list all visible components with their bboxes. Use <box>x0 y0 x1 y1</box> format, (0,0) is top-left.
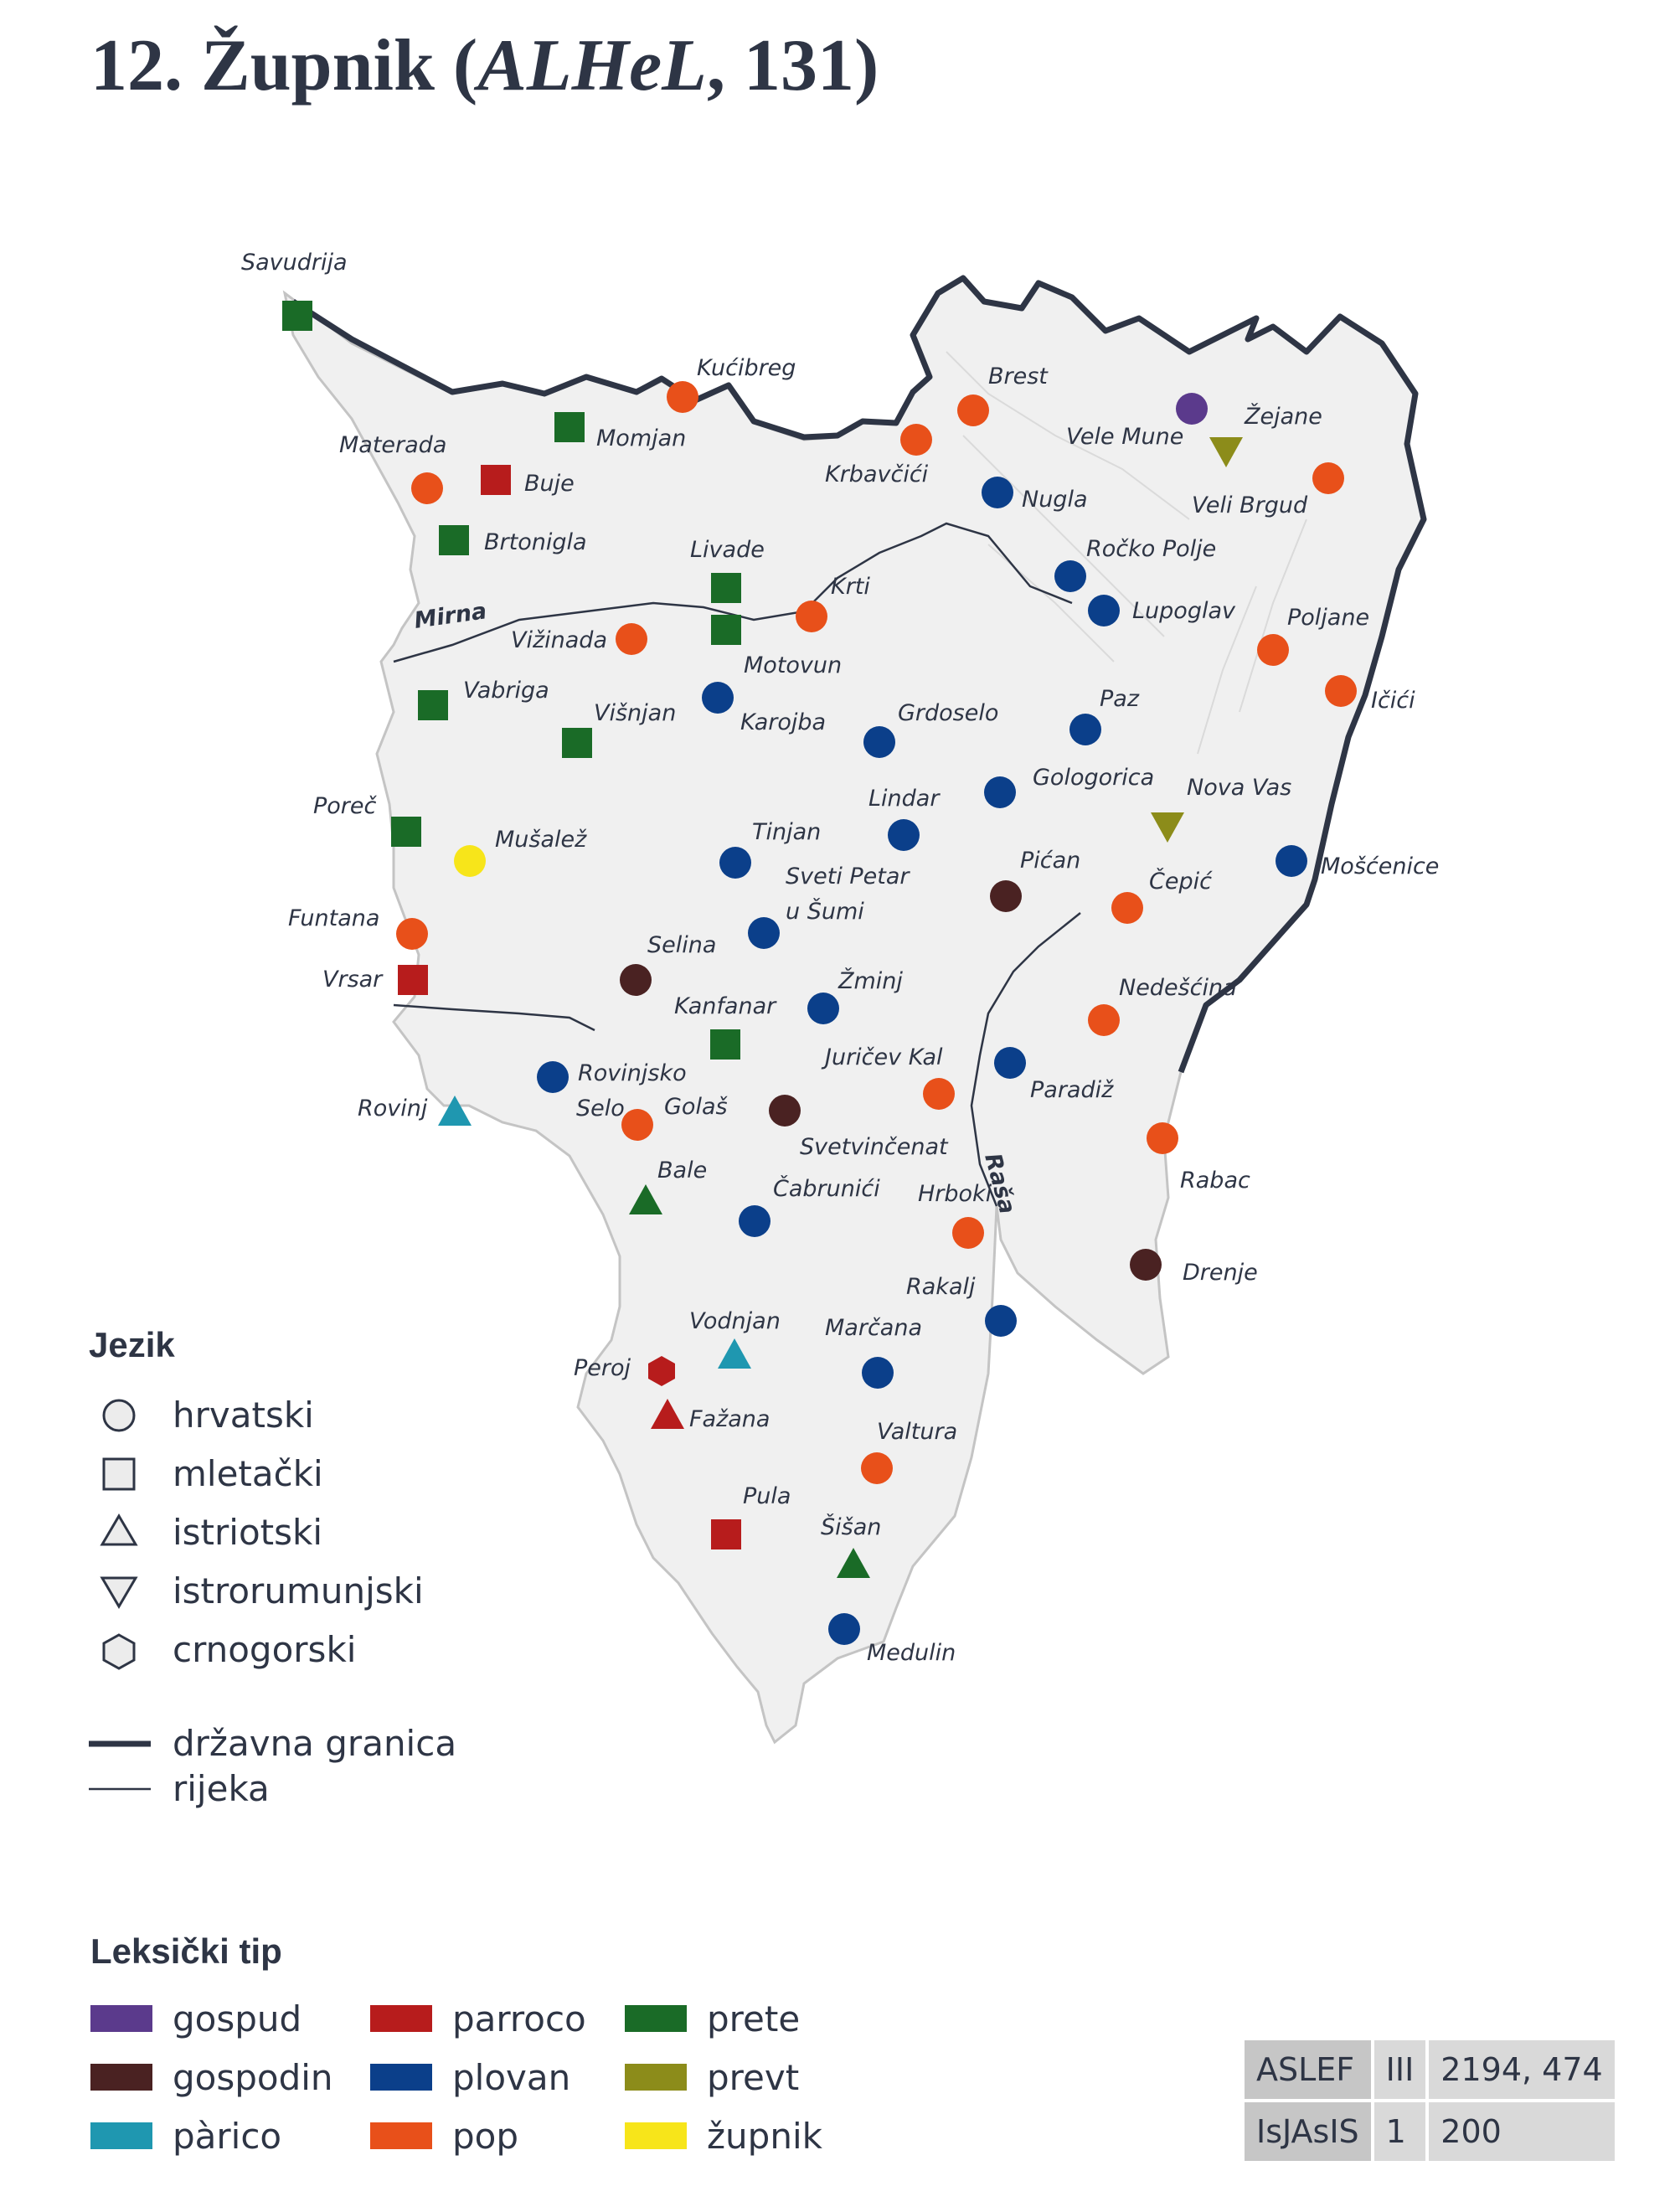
source-atlas: IsJAsIS <box>1245 2102 1371 2161</box>
lexical-type-legend-title: Leksički tip <box>90 1931 282 1971</box>
label-juričev-kal: Juričev Kal <box>825 1044 943 1070</box>
marker-savudrija <box>282 301 312 331</box>
label-selina: Selina <box>647 932 717 958</box>
label-momjan: Momjan <box>596 425 687 451</box>
label-lupoglav: Lupoglav <box>1132 598 1235 624</box>
marker-materada <box>411 472 443 504</box>
marker-selina <box>620 964 652 996</box>
legend-triangle-down-icon <box>102 1578 136 1606</box>
legend-swatch-parroco <box>370 2005 432 2032</box>
marker-čepić <box>1111 892 1143 924</box>
language-legend-title: Jezik <box>89 1325 175 1364</box>
legend-border-label: državna granica <box>173 1723 457 1764</box>
legend-type-label-parroco: parroco <box>452 1998 586 2039</box>
label-vele-mune: Vele Mune <box>1066 424 1184 450</box>
marker-momjan <box>554 412 585 442</box>
marker-rabac <box>1147 1122 1178 1154</box>
legend-triangle-up-icon <box>102 1516 136 1544</box>
marker-ičići <box>1325 675 1357 707</box>
marker-čabrunići <box>739 1205 770 1237</box>
title-number: 12. Župnik ( <box>90 25 478 106</box>
label-materada: Materada <box>339 432 447 458</box>
language-legend <box>89 1395 456 1809</box>
label-rovinj: Rovinj <box>358 1096 428 1121</box>
marker-poljane <box>1257 634 1289 666</box>
marker-hrboki <box>952 1217 984 1249</box>
marker-marčana <box>862 1357 894 1389</box>
marker-kućibreg <box>667 381 698 413</box>
label-savudrija: Savudrija <box>241 250 348 276</box>
source-reference: 200 <box>1429 2102 1614 2161</box>
label-brest: Brest <box>988 364 1048 389</box>
label-brtonigla: Brtonigla <box>484 529 587 555</box>
label-fažana: Fažana <box>689 1406 770 1432</box>
label-rabac: Rabac <box>1180 1168 1250 1194</box>
label-ročko-polje: Ročko Polje <box>1086 536 1217 562</box>
label-poljane: Poljane <box>1287 605 1370 631</box>
label-tinjan: Tinjan <box>752 819 822 845</box>
legend-hexagon-icon <box>104 1635 134 1668</box>
marker-medulin <box>828 1613 860 1645</box>
legend-river-label: rijeka <box>173 1768 270 1809</box>
marker-mušalež <box>454 845 486 877</box>
label-žejane: Žejane <box>1245 404 1322 430</box>
legend-type-label-prete: prete <box>707 1998 801 2039</box>
legend-swatch-parico <box>90 2122 152 2149</box>
legend-language-label: mletački <box>173 1453 323 1494</box>
marker-juričev-kal <box>923 1078 955 1110</box>
marker-valtura <box>861 1452 893 1484</box>
label-funtana: Funtana <box>288 905 380 931</box>
source-atlas: ASLEF <box>1245 2040 1371 2099</box>
label-rovinjsko-selo: Rovinjsko Selo <box>576 1060 687 1121</box>
marker-nugla <box>982 477 1013 508</box>
marker-svetvinčenat <box>769 1095 801 1127</box>
label-karojba: Karojba <box>740 709 827 735</box>
marker-vabriga <box>418 690 448 720</box>
legend-language-label: hrvatski <box>173 1395 314 1436</box>
sources-row <box>1245 2040 1615 2099</box>
title-rest: , 131) <box>706 25 879 106</box>
legend-language-label: crnogorski <box>173 1629 357 1670</box>
label-šišan: Šišan <box>821 1514 882 1540</box>
marker-lupoglav <box>1088 595 1120 626</box>
label-nugla: Nugla <box>1022 487 1088 513</box>
label-rakalj: Rakalj <box>906 1274 976 1300</box>
legend-type-label-pop: pop <box>452 2116 519 2157</box>
label-vižinada: Vižinada <box>511 627 607 653</box>
marker-rovinjsko-selo <box>537 1061 569 1093</box>
marker-višnjan <box>562 728 592 758</box>
marker-brest <box>957 394 989 426</box>
legend-type-label-zupnik: župnik <box>707 2116 822 2157</box>
marker-motovun <box>711 615 741 645</box>
label-motovun: Motovun <box>744 652 843 678</box>
sources-row <box>1245 2102 1615 2161</box>
label-svetvinčenat: Svetvinčenat <box>800 1134 948 1160</box>
river-label-mirna: Mirna <box>412 598 489 634</box>
marker-tinjan <box>719 847 751 879</box>
legend-swatch-prevt <box>625 2064 687 2091</box>
label-peroj: Peroj <box>574 1355 631 1381</box>
marker-veli-brgud <box>1312 462 1344 494</box>
label-višnjan: Višnjan <box>594 700 677 726</box>
marker-žminj <box>807 993 839 1024</box>
label-pićan: Pićan <box>1020 848 1081 874</box>
label-mušalež: Mušalež <box>495 827 587 853</box>
legend-type-label-prevt: prevt <box>707 2057 800 2098</box>
marker-nedešćina <box>1088 1004 1120 1036</box>
source-reference: 2194, 474 <box>1429 2040 1614 2099</box>
marker-paradiž <box>994 1047 1026 1079</box>
marker-livade <box>711 573 741 603</box>
marker-ročko-polje <box>1054 560 1086 592</box>
label-valtura: Valtura <box>877 1419 958 1445</box>
marker-lindar <box>888 819 920 851</box>
marker-buje <box>481 465 511 495</box>
label-nedešćina: Nedešćina <box>1119 975 1237 1001</box>
label-vrsar: Vrsar <box>322 967 383 993</box>
legend-language-label: istriotski <box>173 1512 322 1553</box>
marker-funtana <box>396 918 428 950</box>
label-veli-brgud: Veli Brgud <box>1192 492 1308 518</box>
label-vabriga: Vabriga <box>463 678 549 704</box>
marker-grdoselo <box>863 726 895 758</box>
source-volume: III <box>1374 2040 1426 2099</box>
title-work: ALHeL <box>477 25 707 106</box>
label-hrboki: Hrboki <box>918 1181 992 1207</box>
label-poreč: Poreč <box>313 793 377 819</box>
marker-brtonigla <box>439 525 469 555</box>
sources-table <box>1241 2037 1618 2164</box>
marker-krti <box>796 601 827 632</box>
label-krbavčići: Krbavčići <box>825 461 929 487</box>
marker-mošćenice <box>1276 845 1307 877</box>
label-drenje: Drenje <box>1183 1260 1258 1286</box>
legend-square-icon <box>104 1459 134 1489</box>
marker-pula <box>711 1519 741 1549</box>
legend-swatch-gospodin <box>90 2064 152 2091</box>
label-čabrunići: Čabrunići <box>773 1176 880 1202</box>
label-lindar: Lindar <box>868 786 940 812</box>
legend-swatch-gospud <box>90 2005 152 2032</box>
lexical-type-legend <box>90 1998 823 2157</box>
marker-krbavčići <box>900 424 932 456</box>
source-volume: 1 <box>1374 2102 1426 2161</box>
marker-gologorica <box>984 776 1016 808</box>
marker-karojba <box>702 682 734 714</box>
marker-poreč <box>391 817 421 847</box>
river-label-rasa: Raša <box>979 1150 1021 1217</box>
marker-kanfanar <box>710 1029 740 1060</box>
marker-sveti-petar-u-šumi <box>748 917 780 949</box>
legend-circle-icon <box>104 1400 134 1431</box>
label-žminj: Žminj <box>838 968 903 994</box>
legend-swatch-pop <box>370 2122 432 2149</box>
legend-type-label-parico: pàrico <box>173 2116 282 2157</box>
label-livade: Livade <box>690 537 765 563</box>
label-čepić: Čepić <box>1149 869 1212 895</box>
label-medulin: Medulin <box>867 1640 956 1666</box>
label-gologorica: Gologorica <box>1033 765 1155 791</box>
legend-swatch-prete <box>625 2005 687 2032</box>
label-pula: Pula <box>743 1483 791 1509</box>
marker-vrsar <box>398 965 428 995</box>
legend-language-label: istrorumunjski <box>173 1570 424 1611</box>
marker-paz <box>1069 714 1101 745</box>
legend-swatch-zupnik <box>625 2122 687 2149</box>
label-marčana: Marčana <box>825 1315 922 1341</box>
label-kanfanar: Kanfanar <box>674 993 776 1019</box>
marker-drenje <box>1130 1249 1162 1281</box>
label-krti: Krti <box>831 574 870 600</box>
label-golaš: Golaš <box>664 1094 728 1120</box>
legend-type-label-plovan: plovan <box>452 2057 571 2098</box>
marker-vižinada <box>616 623 647 655</box>
label-vodnjan: Vodnjan <box>689 1308 781 1334</box>
label-bale: Bale <box>657 1158 708 1183</box>
label-grdoselo: Grdoselo <box>898 700 999 726</box>
label-buje: Buje <box>524 471 575 497</box>
legend-type-label-gospodin: gospodin <box>173 2057 333 2098</box>
label-kućibreg: Kućibreg <box>697 355 796 381</box>
label-paradiž: Paradiž <box>1030 1077 1114 1103</box>
marker-vele-mune <box>1176 393 1208 425</box>
marker-rakalj <box>985 1305 1017 1337</box>
label-ičići: Ičići <box>1371 688 1415 714</box>
legend-type-label-gospud: gospud <box>173 1998 302 2039</box>
label-nova-vas: Nova Vas <box>1187 775 1292 801</box>
label-sveti-petar-u-šumi: Sveti Petar u Šumi <box>786 864 910 925</box>
marker-golaš <box>621 1109 653 1141</box>
legend-swatch-plovan <box>370 2064 432 2091</box>
label-mošćenice: Mošćenice <box>1321 853 1440 879</box>
label-paz: Paz <box>1100 686 1139 712</box>
marker-pićan <box>990 880 1022 912</box>
